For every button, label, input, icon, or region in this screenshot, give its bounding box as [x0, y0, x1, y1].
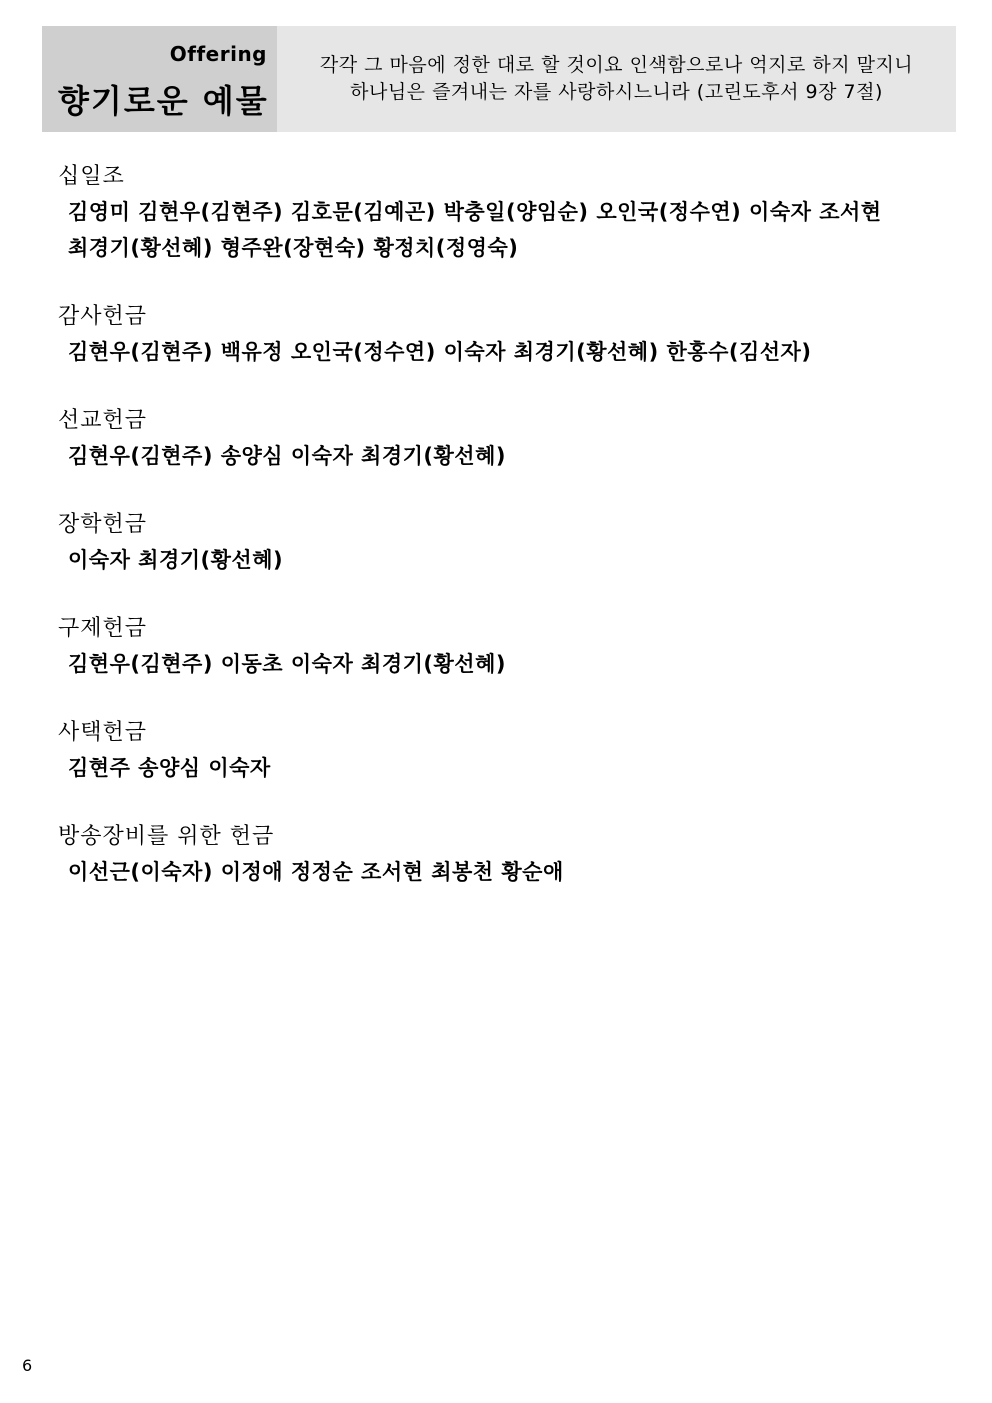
offering-header	[42, 26, 956, 132]
name-line: 이숙자 최경기(황선혜)	[68, 548, 284, 572]
name-line: 이선근(이숙자) 이정애 정정순 조서현 최봉천 황순애	[68, 860, 564, 884]
bible-verse-line: 각각 그 마음에 정한 대로 할 것이요 인색함으로나 억지로 하지 말지니	[319, 54, 914, 76]
section-names	[58, 750, 938, 786]
section-title: 십일조	[58, 164, 125, 189]
bible-verse-box	[277, 26, 956, 132]
section-names	[58, 646, 938, 682]
name-line: 김현주 송양심 이숙자	[68, 756, 271, 780]
name-line: 김현우(김현주) 송양심 이숙자 최경기(황선혜)	[68, 444, 506, 468]
section-names	[58, 194, 938, 266]
section-broadcast-equipment	[58, 820, 938, 890]
section-title: 방송장비를 위한 헌금	[58, 824, 275, 849]
section-relief	[58, 612, 938, 682]
section-scholarship	[58, 508, 938, 578]
section-title: 사택헌금	[58, 720, 148, 745]
name-line: 김영미 김현우(김현주) 김호문(김예곤) 박충일(양임순) 오인국(정수연) 이숙자 조서현	[68, 200, 882, 224]
offering-list	[58, 160, 938, 924]
section-names	[58, 334, 938, 370]
section-title: 구제헌금	[58, 616, 148, 641]
page-number: 6	[22, 1356, 33, 1375]
section-names	[58, 438, 938, 474]
header-title-box	[42, 26, 277, 132]
name-line: 김현우(김현주) 이동초 이숙자 최경기(황선혜)	[68, 652, 506, 676]
header-title-en: Offering	[169, 42, 267, 66]
section-title: 감사헌금	[58, 304, 148, 329]
section-title: 장학헌금	[58, 512, 148, 537]
section-thanksgiving	[58, 300, 938, 370]
section-names	[58, 854, 938, 890]
section-names	[58, 542, 938, 578]
header-title-ko: 향기로운 예물	[58, 82, 269, 120]
section-tithe	[58, 160, 938, 266]
section-title: 선교헌금	[58, 408, 148, 433]
name-line: 김현우(김현주) 백유정 오인국(정수연) 이숙자 최경기(황선혜) 한홍수(김선자)	[68, 340, 812, 364]
section-mission	[58, 404, 938, 474]
name-line: 최경기(황선혜) 형주완(장현숙) 황정치(정영숙)	[68, 236, 519, 260]
section-parsonage	[58, 716, 938, 786]
bible-verse-line: 하나님은 즐겨내는 자를 사랑하시느니라 (고린도후서 9장 7절)	[350, 81, 883, 103]
